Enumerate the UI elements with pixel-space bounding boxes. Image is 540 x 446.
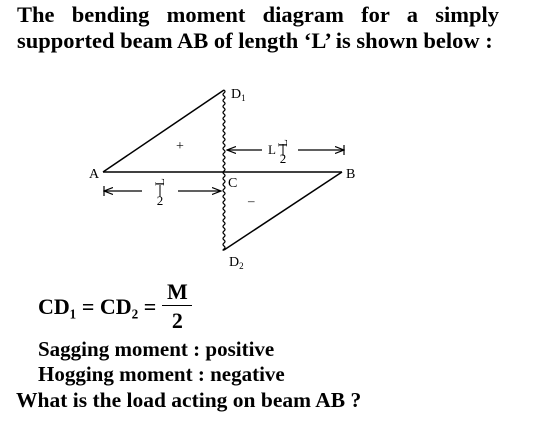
label-a: A <box>89 167 100 182</box>
plus-sign: + <box>176 139 184 154</box>
formula-numerator: M <box>166 278 188 304</box>
negative-triangle-edge <box>224 172 342 250</box>
label-d1: $D_1$ <box>231 87 246 103</box>
svg-text:2: 2 <box>279 151 287 166</box>
positive-triangle-edge <box>103 90 224 172</box>
question-prompt: What is the load acting on beam AB ? <box>16 388 362 412</box>
question-text: The bending moment diagram for a simply supported beam AB of length ‘L’ is shown below : <box>17 2 499 53</box>
svg-text:2: 2 <box>156 193 164 208</box>
label-d2: $D_2$ <box>229 255 244 271</box>
formula-left: CD₁ = CD₂ = <box>38 294 157 319</box>
formula-denominator: 2 <box>171 307 183 333</box>
hogging-note: Hogging moment : negative <box>38 362 285 386</box>
label-b: B <box>346 167 356 182</box>
wavy-vertical-line <box>223 90 225 250</box>
minus-sign: – <box>248 193 255 208</box>
svg-text:L: L <box>268 142 276 157</box>
svg-text:L: L <box>152 178 167 186</box>
label-c: C <box>228 176 238 191</box>
sagging-note: Sagging moment : positive <box>38 337 275 361</box>
moment-formula <box>38 277 192 337</box>
left-dimension-fraction <box>152 178 167 208</box>
svg-text:L: L <box>275 139 290 147</box>
formula-fraction <box>162 279 192 336</box>
right-dimension-fraction <box>275 139 290 166</box>
